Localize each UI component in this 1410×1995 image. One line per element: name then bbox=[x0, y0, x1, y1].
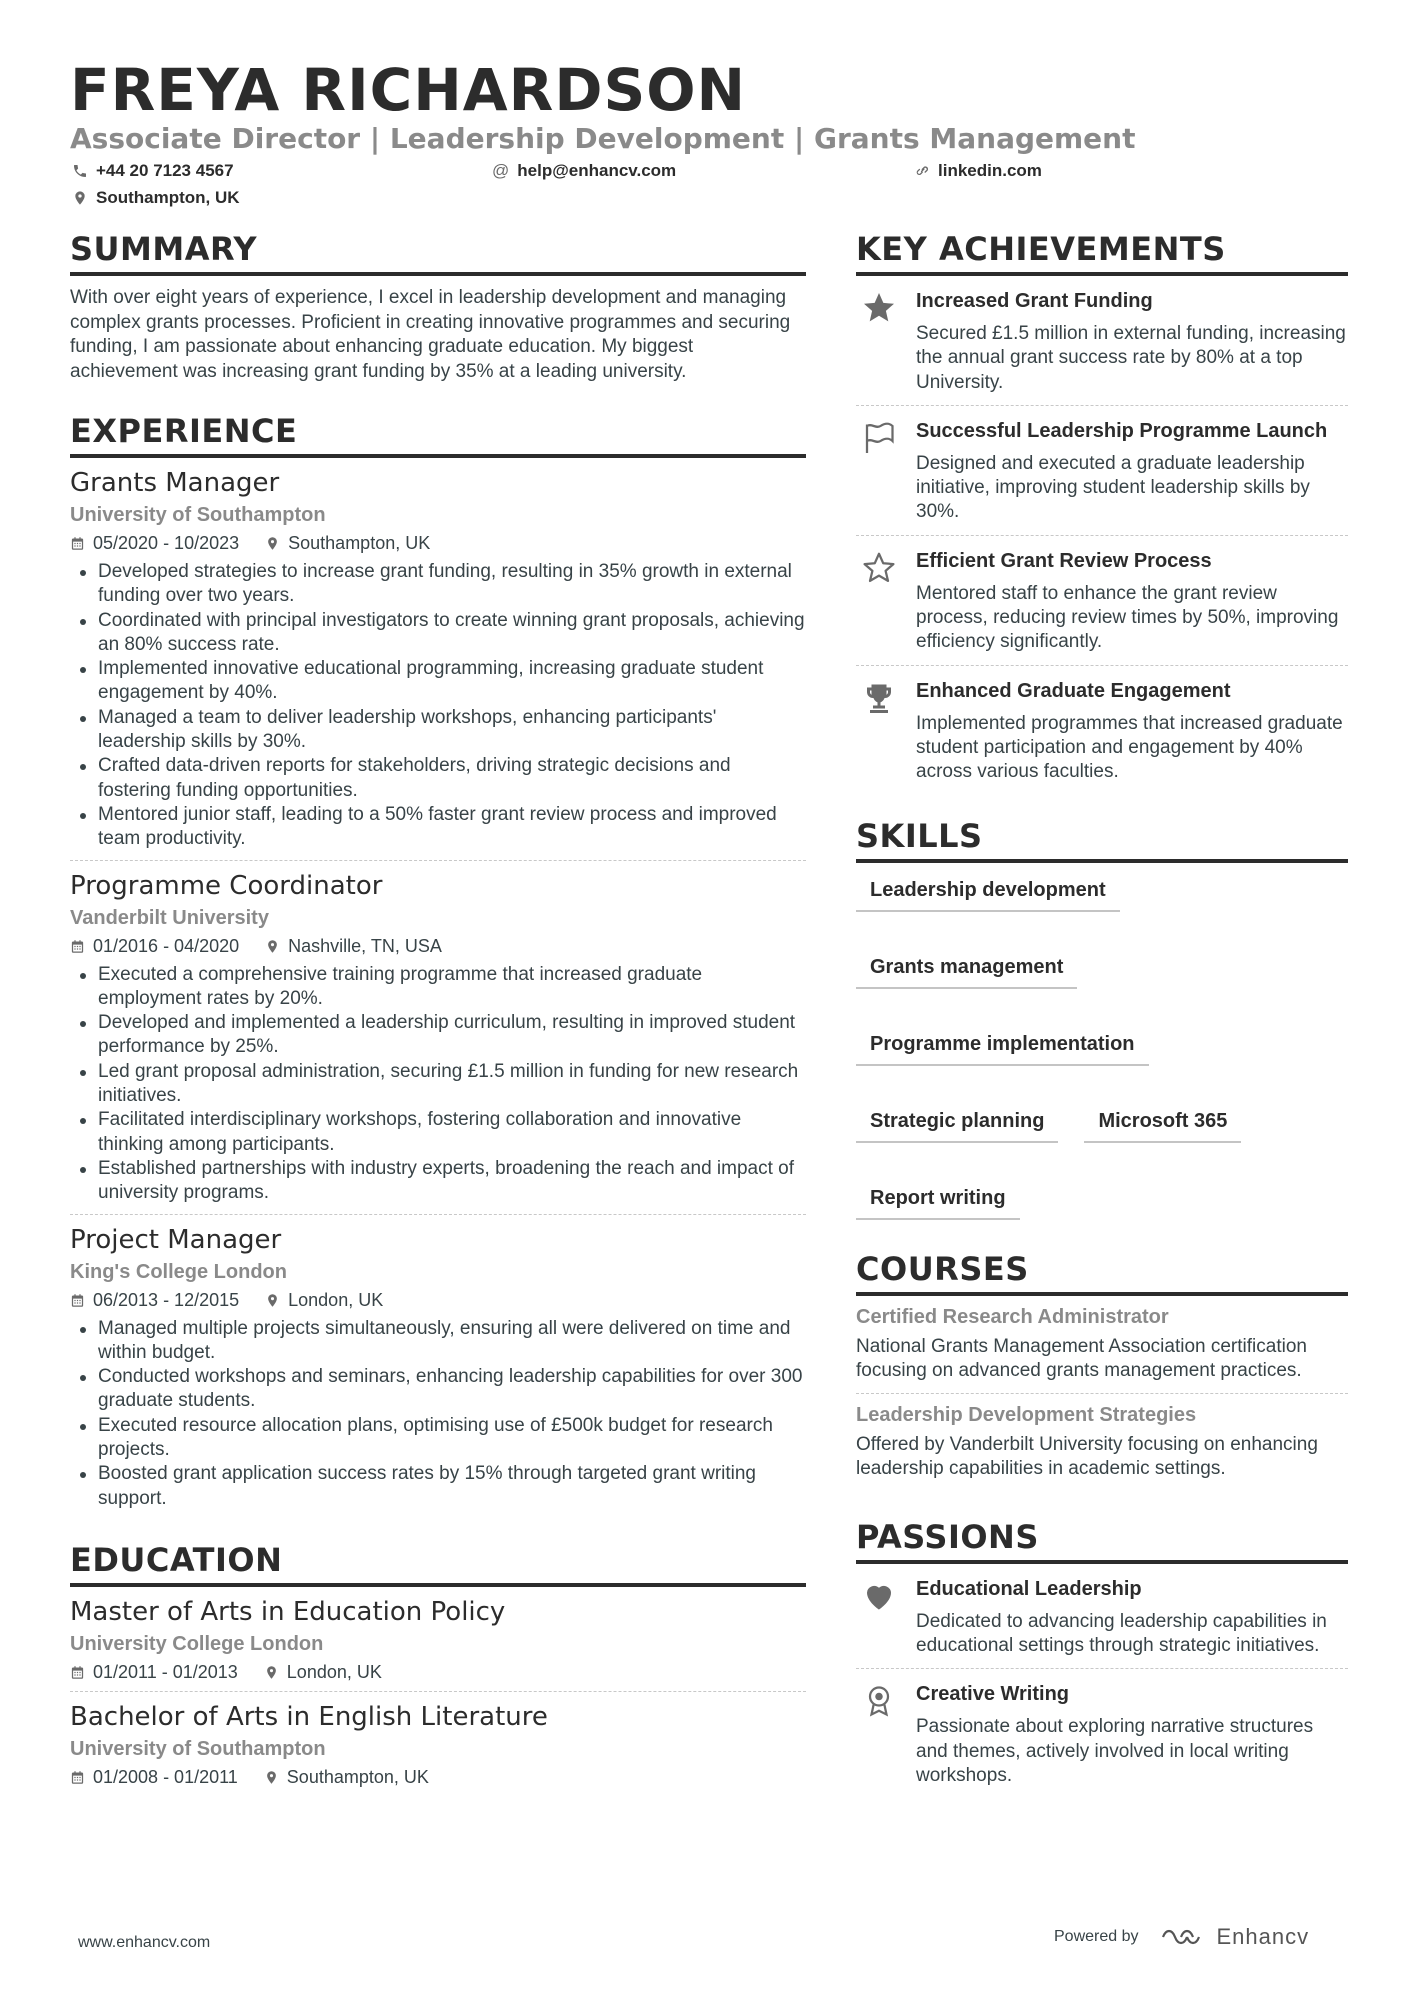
bullet-item: Mentored junior staff, leading to a 50% faster grant review process and improved team productivity. bbox=[70, 803, 806, 852]
company-name: Vanderbilt University bbox=[70, 906, 269, 929]
link-icon bbox=[914, 163, 930, 179]
job-dates bbox=[70, 936, 239, 957]
right-column bbox=[856, 230, 1348, 1820]
passion-title: Educational Leadership bbox=[916, 1577, 1142, 1600]
passion-title: Creative Writing bbox=[916, 1683, 1069, 1706]
achievement-title: Successful Leadership Programme Launch bbox=[916, 419, 1328, 442]
contact-linkedin[interactable] bbox=[914, 161, 1042, 181]
job-dates-text: 01/2016 - 04/2020 bbox=[93, 935, 240, 956]
location-text: Southampton, UK bbox=[96, 188, 240, 207]
job-location-text: Southampton, UK bbox=[288, 533, 431, 553]
linkedin-text[interactable]: linkedin.com bbox=[938, 161, 1042, 180]
email-text[interactable]: help@enhancv.com bbox=[517, 161, 677, 180]
course-title: Certified Research Administrator bbox=[856, 1305, 1169, 1328]
passion-desc: Passionate about exploring narrative structures and themes, actively involved in local writing workshops. bbox=[916, 1716, 1314, 1786]
star-outline-icon bbox=[861, 550, 897, 586]
contact-phone bbox=[72, 161, 234, 181]
job-meta bbox=[70, 533, 806, 554]
summary-section bbox=[70, 230, 806, 384]
candidate-name: FREYA RICHARDSON bbox=[70, 56, 747, 124]
contact-email[interactable] bbox=[492, 161, 676, 181]
summary-title: SUMMARY bbox=[70, 230, 806, 276]
calendar-icon bbox=[70, 1770, 85, 1785]
flag-icon bbox=[861, 420, 897, 456]
powered-by-text: Powered by bbox=[1054, 1928, 1139, 1945]
education-dates-text: 01/2008 - 01/2011 bbox=[93, 1766, 238, 1787]
achievement-desc: Designed and executed a graduate leadership initiative, improving student leadership skills by 30%. bbox=[916, 452, 1310, 523]
bullet-item: Executed a comprehensive training programme that increased graduate employment rates by 20%. bbox=[70, 963, 806, 1012]
job-location-text: London, UK bbox=[288, 1289, 384, 1310]
job-meta bbox=[70, 936, 806, 957]
passion-desc: Dedicated to advancing leadership capabilities in educational settings through strategic initiatives. bbox=[916, 1610, 1327, 1657]
company-name: University of Southampton bbox=[70, 504, 326, 526]
degree-title: Master of Arts in Education Policy bbox=[70, 1596, 506, 1627]
at-icon: @ bbox=[492, 161, 510, 180]
course-title: Leadership Development Strategies bbox=[856, 1404, 1197, 1427]
job-location bbox=[265, 1290, 383, 1311]
passions-section bbox=[856, 1518, 1348, 1798]
skill-tag: Grants management bbox=[856, 952, 1077, 989]
bullet-item: Coordinated with principal investigators to create winning grant proposals, achieving an 80% success rate. bbox=[70, 609, 806, 658]
course-item bbox=[856, 1296, 1348, 1395]
skills-section bbox=[856, 817, 1348, 1220]
job-dates-text: 06/2013 - 12/2015 bbox=[93, 1289, 240, 1310]
phone-text: +44 20 7123 4567 bbox=[96, 161, 234, 180]
achievement-title: Efficient Grant Review Process bbox=[916, 549, 1212, 572]
courses-title: COURSES bbox=[856, 1250, 1348, 1296]
experience-entry bbox=[70, 1215, 806, 1519]
location-pin-icon bbox=[265, 939, 280, 954]
skill-tag: Programme implementation bbox=[856, 1029, 1149, 1066]
enhancv-logo-icon bbox=[1161, 1925, 1207, 1949]
calendar-icon bbox=[70, 1665, 85, 1680]
brand-name: Enhancv bbox=[1216, 1924, 1310, 1949]
achievement-desc: Implemented programmes that increased graduate student participation and engagement by 40% across various faculties. bbox=[916, 712, 1343, 783]
education-entry bbox=[70, 1587, 806, 1692]
job-dates bbox=[70, 533, 239, 554]
education-meta bbox=[70, 1767, 806, 1788]
bullet-item: Crafted data-driven reports for stakeholders, driving strategic decisions and fostering funding opportunities. bbox=[70, 754, 806, 803]
courses-section bbox=[856, 1250, 1348, 1492]
experience-entry bbox=[70, 458, 806, 861]
achievement-title: Increased Grant Funding bbox=[916, 290, 1153, 312]
education-location bbox=[264, 1662, 382, 1683]
course-desc: National Grants Management Association certification focusing on advanced grants management practices. bbox=[856, 1335, 1307, 1381]
bullet-item: Managed multiple projects simultaneously, ensuring all were delivered on time and within budget. bbox=[70, 1317, 806, 1366]
job-location-text: Nashville, TN, USA bbox=[288, 935, 442, 956]
calendar-icon bbox=[70, 1293, 85, 1308]
education-dates bbox=[70, 1767, 238, 1788]
job-title: Programme Coordinator bbox=[70, 870, 383, 901]
contact-location bbox=[72, 188, 240, 208]
education-meta bbox=[70, 1662, 806, 1683]
calendar-icon bbox=[70, 536, 85, 551]
bullet-item: Developed and implemented a leadership curriculum, resulting in improved student performance by 25%. bbox=[70, 1011, 806, 1060]
achievements-title: KEY ACHIEVEMENTS bbox=[856, 230, 1348, 276]
education-dates-text: 01/2011 - 01/2013 bbox=[93, 1661, 238, 1682]
education-location-text: Southampton, UK bbox=[286, 1766, 429, 1787]
left-column bbox=[70, 230, 806, 1818]
location-pin-icon bbox=[265, 536, 280, 551]
skills-list bbox=[856, 875, 1348, 1220]
trophy-icon bbox=[861, 680, 897, 716]
achievement-desc: Secured £1.5 million in external funding, increasing the annual grant success rate by 80% at a top University. bbox=[916, 323, 1346, 393]
job-dates-text: 05/2020 - 10/2023 bbox=[93, 533, 240, 553]
achievement-title: Enhanced Graduate Engagement bbox=[916, 679, 1231, 702]
school-name: University of Southampton bbox=[70, 1737, 326, 1760]
location-pin-icon bbox=[72, 190, 88, 206]
job-location bbox=[265, 936, 442, 957]
skill-tag: Microsoft 365 bbox=[1084, 1106, 1241, 1143]
job-bullets bbox=[70, 560, 806, 852]
candidate-headline: Associate Director | Leadership Development | Grants Management bbox=[70, 122, 1136, 155]
education-entry bbox=[70, 1692, 806, 1796]
calendar-icon bbox=[70, 939, 85, 954]
bullet-item: Executed resource allocation plans, optimising use of £500k budget for research projects. bbox=[70, 1414, 806, 1463]
skill-tag: Strategic planning bbox=[856, 1106, 1058, 1143]
education-dates bbox=[70, 1662, 238, 1683]
job-title: Grants Manager bbox=[70, 468, 280, 498]
achievement-item bbox=[856, 536, 1348, 666]
star-filled-icon bbox=[861, 290, 897, 326]
skill-tag: Report writing bbox=[856, 1183, 1020, 1220]
passion-item bbox=[856, 1669, 1348, 1798]
skills-title: SKILLS bbox=[856, 817, 1348, 863]
bullet-item: Implemented innovative educational programming, increasing graduate student engagement by 40%. bbox=[70, 657, 806, 706]
heart-icon bbox=[861, 1578, 897, 1614]
achievement-item bbox=[856, 406, 1348, 536]
location-pin-icon bbox=[264, 1770, 279, 1785]
passion-item bbox=[856, 1564, 1348, 1670]
bullet-item: Established partnerships with industry experts, broadening the reach and impact of university programs. bbox=[70, 1157, 806, 1206]
achievement-desc: Mentored staff to enhance the grant review process, reducing review times by 50%, improving efficiency significantly. bbox=[916, 582, 1339, 653]
education-location-text: London, UK bbox=[286, 1661, 382, 1682]
phone-icon bbox=[72, 163, 88, 179]
location-pin-icon bbox=[264, 1665, 279, 1680]
education-location bbox=[264, 1767, 429, 1788]
footer-website[interactable]: www.enhancv.com bbox=[78, 1934, 211, 1951]
job-bullets bbox=[70, 1317, 806, 1511]
passions-title: PASSIONS bbox=[856, 1518, 1348, 1564]
job-meta bbox=[70, 1290, 806, 1311]
job-dates bbox=[70, 1290, 239, 1311]
bullet-item: Conducted workshops and seminars, enhancing leadership capabilities for over 300 graduate students. bbox=[70, 1365, 806, 1414]
bullet-item: Led grant proposal administration, securing £1.5 million in funding for new research initiatives. bbox=[70, 1060, 806, 1109]
course-desc: Offered by Vanderbilt University focusing on enhancing leadership capabilities in academic settings. bbox=[856, 1434, 1318, 1480]
education-title: EDUCATION bbox=[70, 1541, 806, 1587]
achievement-item bbox=[856, 666, 1348, 795]
bullet-item: Boosted grant application success rates by 15% through targeted grant writing support. bbox=[70, 1462, 806, 1511]
bullet-item: Managed a team to deliver leadership workshops, enhancing participants' leadership skills by 30%. bbox=[70, 706, 806, 755]
job-title: Project Manager bbox=[70, 1224, 282, 1255]
job-location bbox=[265, 533, 430, 554]
award-ribbon-icon bbox=[861, 1683, 897, 1719]
experience-entry bbox=[70, 861, 806, 1215]
bullet-item: Facilitated interdisciplinary workshops, fostering collaboration and innovative thinking among participants. bbox=[70, 1108, 806, 1157]
degree-title: Bachelor of Arts in English Literature bbox=[70, 1701, 548, 1732]
achievements-section bbox=[856, 230, 1348, 795]
school-name: University College London bbox=[70, 1632, 324, 1655]
job-bullets bbox=[70, 963, 806, 1206]
footer-branding bbox=[1054, 1924, 1309, 1950]
brand-logo[interactable] bbox=[1161, 1924, 1310, 1950]
company-name: King's College London bbox=[70, 1260, 287, 1283]
experience-title: EXPERIENCE bbox=[70, 412, 806, 458]
skill-tag: Leadership development bbox=[856, 875, 1120, 912]
location-pin-icon bbox=[265, 1293, 280, 1308]
experience-section bbox=[70, 412, 806, 1519]
bullet-item: Developed strategies to increase grant funding, resulting in 35% growth in external funding over two years. bbox=[70, 560, 806, 609]
course-item bbox=[856, 1394, 1348, 1492]
summary-text: With over eight years of experience, I excel in leadership development and managing complex grants processes. Proficient in creating innovative programmes and securing funding, I am passionate about enhancing graduate education. My biggest achievement was increasing grant funding by 35% at a leading university. bbox=[70, 287, 791, 382]
achievement-item bbox=[856, 276, 1348, 406]
education-section bbox=[70, 1541, 806, 1796]
